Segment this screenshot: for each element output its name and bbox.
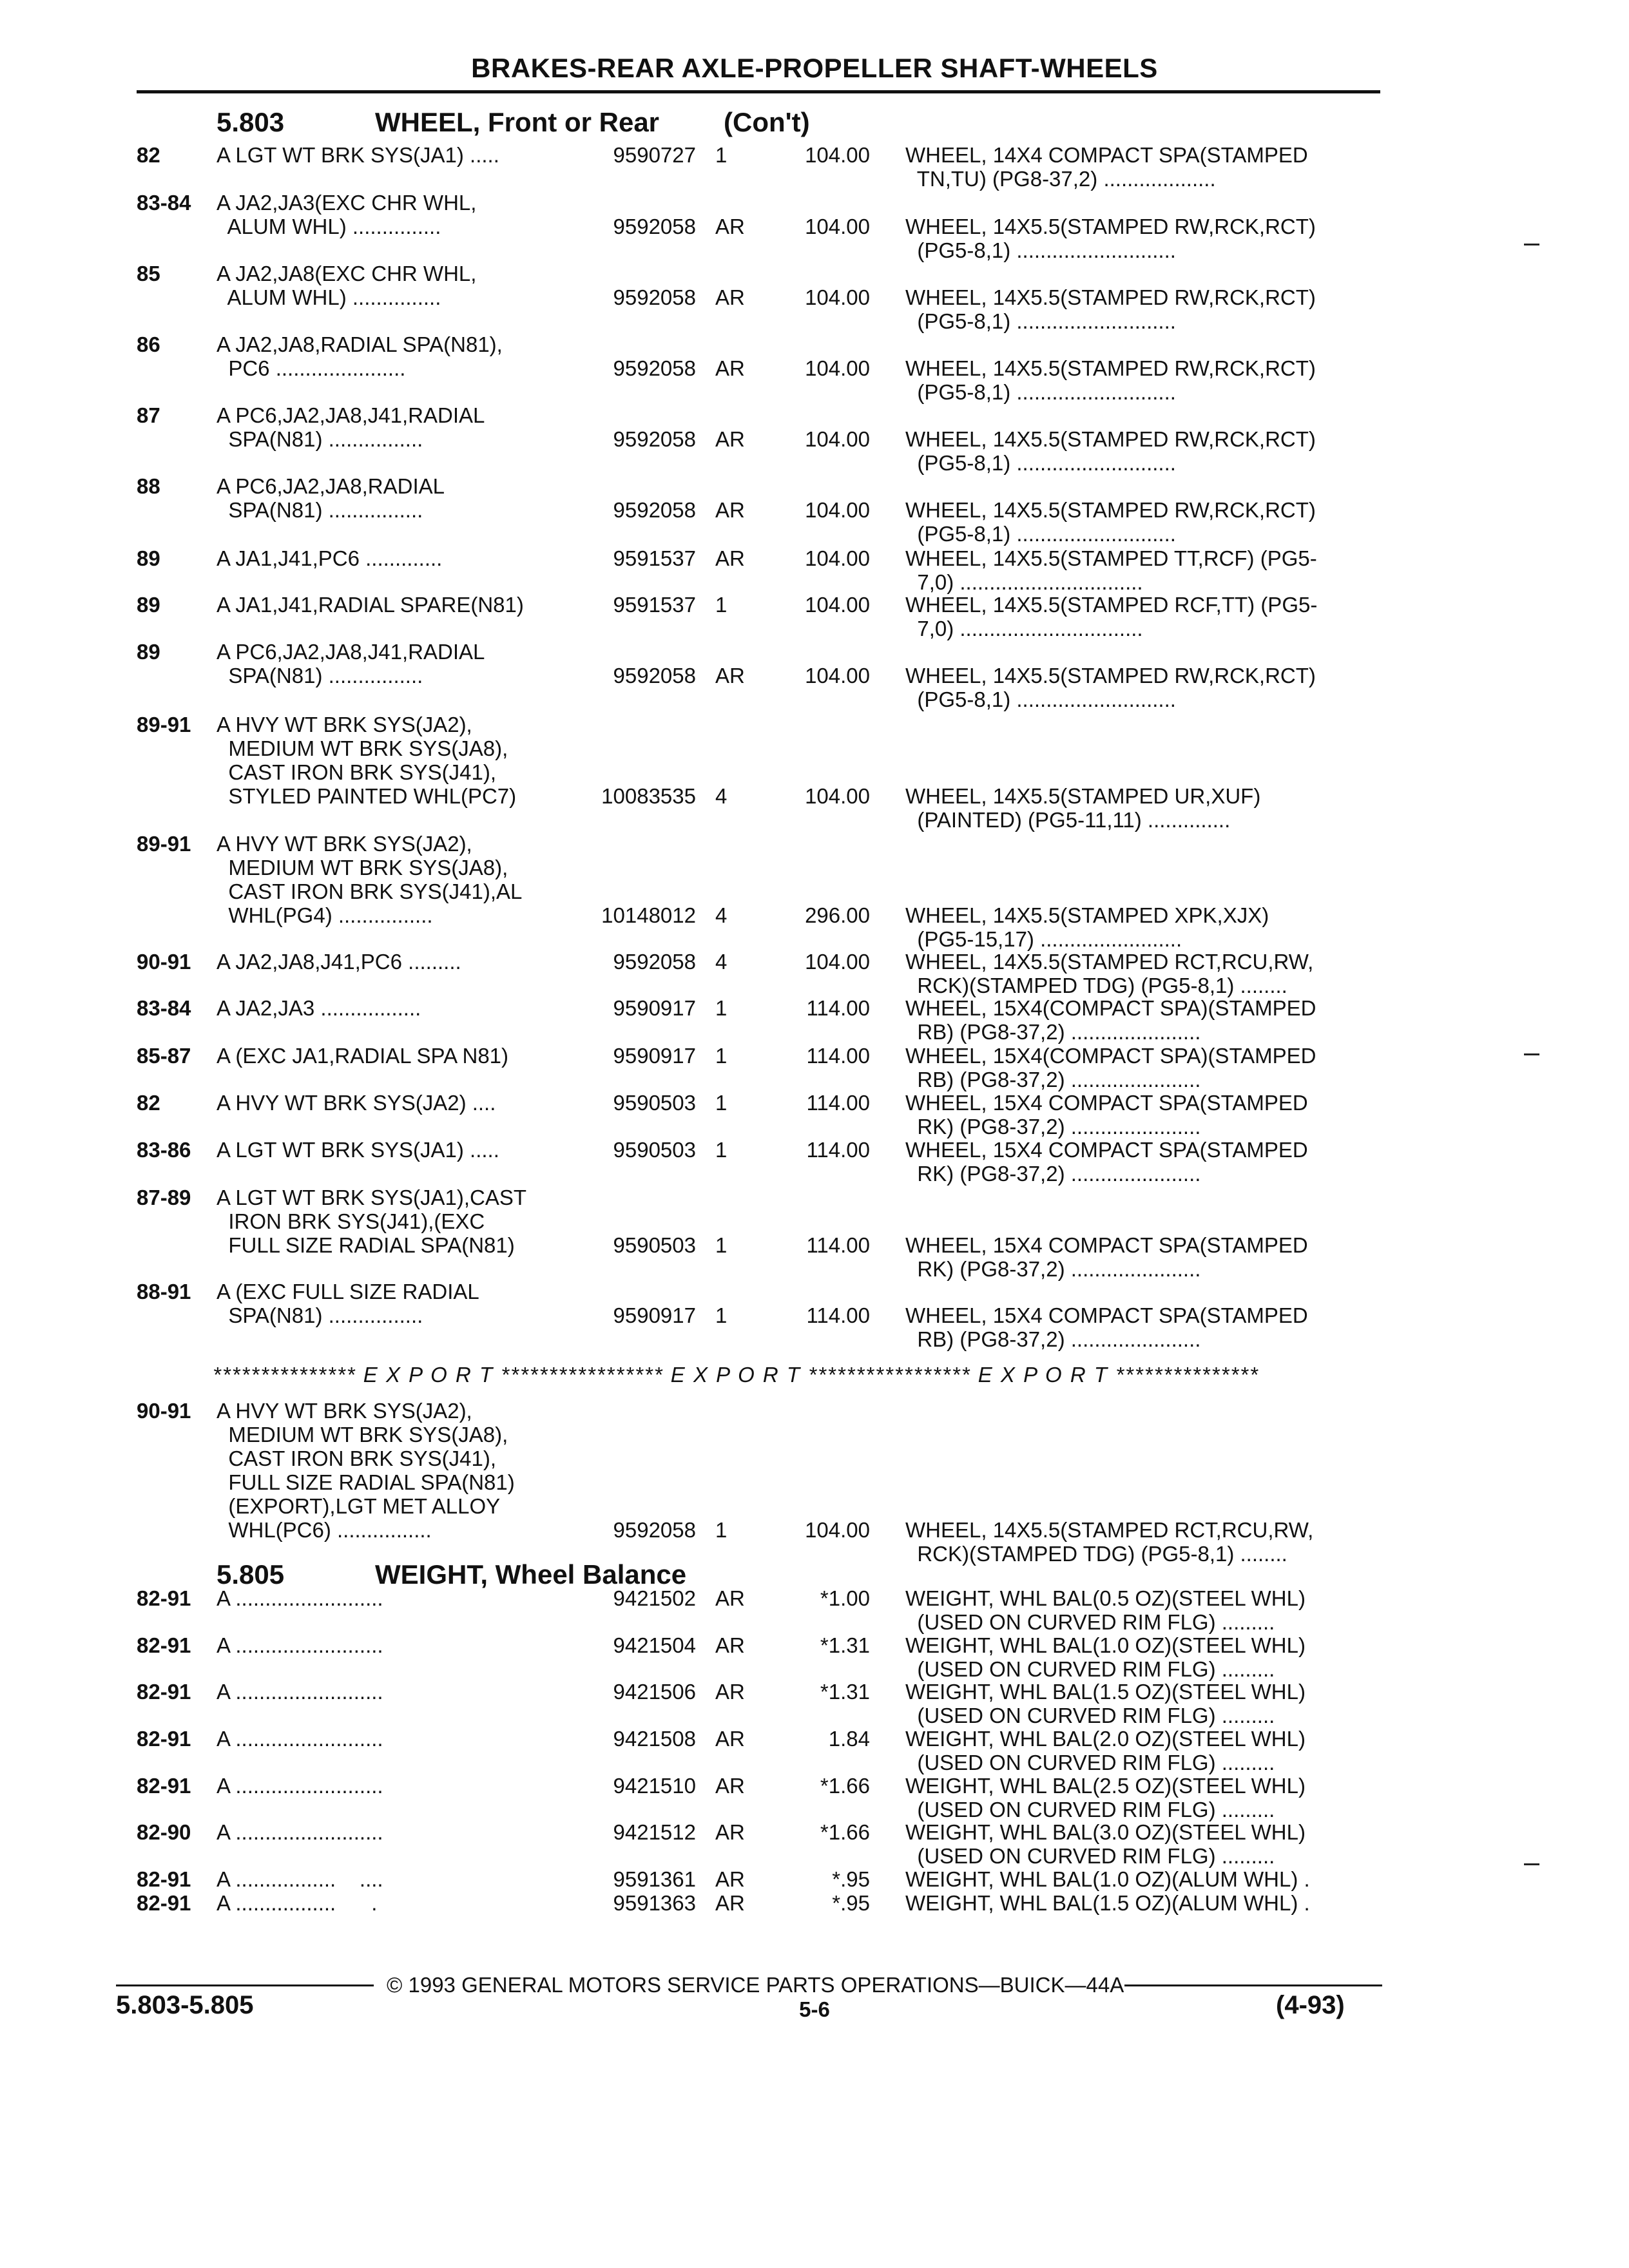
model-years: 86: [137, 332, 160, 356]
description-line: A HVY WT BRK SYS(JA2),: [217, 1399, 472, 1423]
part-number: 9590503: [613, 1233, 696, 1257]
price: *1.31: [820, 1633, 870, 1657]
quantity: AR: [715, 285, 745, 309]
section-suffix: (Con't): [724, 107, 810, 137]
quantity: AR: [715, 546, 745, 570]
part-number: 9421506: [613, 1680, 696, 1704]
model-years: 82-91: [137, 1680, 191, 1704]
part-number: 9591537: [613, 593, 696, 617]
description-line: A ................. .: [217, 1891, 378, 1915]
usage-description: [217, 1680, 383, 1704]
margin-mark: [1524, 1863, 1539, 1865]
part-name: [905, 1891, 1310, 1915]
usage-description: [217, 262, 476, 309]
price: 114.00: [806, 1044, 870, 1068]
price: 104.00: [805, 215, 870, 238]
part-number: 10148012: [601, 903, 696, 927]
part-name-line: 7,0) ...............................: [905, 570, 1143, 594]
part-name: [905, 1138, 1308, 1186]
usage-description: [217, 1586, 383, 1610]
part-number: 9590917: [613, 1044, 696, 1068]
part-name: [905, 1233, 1308, 1281]
model-years: 82-91: [137, 1633, 191, 1657]
description-line: A .........................: [217, 1633, 383, 1657]
model-years: 89: [137, 546, 160, 570]
quantity: AR: [715, 215, 745, 238]
model-years: 82-91: [137, 1774, 191, 1798]
section-number: 5.803: [217, 107, 285, 137]
model-years: 82-90: [137, 1820, 191, 1844]
part-name-line: WHEEL, 15X4 COMPACT SPA(STAMPED: [905, 1091, 1308, 1115]
price: 104.00: [805, 593, 870, 617]
part-name-line: WHEEL, 14X5.5(STAMPED TT,RCF) (PG5-: [905, 546, 1317, 570]
description-line: A HVY WT BRK SYS(JA2),: [217, 713, 472, 736]
part-number: 9421502: [613, 1586, 696, 1610]
part-name-line: RK) (PG8-37,2) ......................: [905, 1257, 1201, 1281]
part-name-line: WHEEL, 14X5.5(STAMPED RCT,RCU,RW,: [905, 1518, 1314, 1542]
description-line: A JA2,JA8,RADIAL SPA(N81),: [217, 332, 503, 356]
description-line: A LGT WT BRK SYS(JA1),CAST: [217, 1186, 527, 1209]
part-name: [905, 1303, 1308, 1351]
usage-description: [217, 546, 442, 570]
quantity: AR: [715, 1680, 745, 1704]
price: 104.00: [805, 546, 870, 570]
description-line: FULL SIZE RADIAL SPA(N81): [217, 1233, 515, 1257]
price: 104.00: [805, 664, 870, 687]
price: *1.66: [820, 1774, 870, 1798]
part-number: 9592058: [613, 950, 696, 974]
price: 104.00: [805, 356, 870, 380]
model-years: 82: [137, 143, 160, 167]
quantity: 1: [715, 1138, 728, 1162]
part-name-line: WEIGHT, WHL BAL(2.5 OZ)(STEEL WHL): [905, 1774, 1306, 1798]
usage-description: [217, 1091, 496, 1115]
model-years: 89: [137, 593, 160, 617]
section-title: WEIGHT, Wheel Balance: [375, 1559, 687, 1590]
price: *.95: [832, 1867, 870, 1891]
quantity: AR: [715, 1633, 745, 1657]
part-name: [905, 1518, 1313, 1566]
section-5805-heading: [217, 1559, 687, 1590]
usage-description: [217, 1186, 526, 1257]
model-years: 88: [137, 474, 160, 498]
description-line: MEDIUM WT BRK SYS(JA8),: [217, 736, 508, 760]
price: *1.31: [820, 1680, 870, 1704]
part-name: [905, 1774, 1306, 1821]
quantity: AR: [715, 498, 745, 522]
usage-description: [217, 1891, 377, 1915]
part-name-line: (PG5-8,1) ...........................: [905, 380, 1176, 404]
usage-description: [217, 1044, 508, 1068]
part-name-line: WEIGHT, WHL BAL(1.0 OZ)(ALUM WHL) .: [905, 1867, 1310, 1891]
quantity: AR: [715, 1774, 745, 1798]
part-number: 9421504: [613, 1633, 696, 1657]
part-number: 9591363: [613, 1891, 696, 1915]
part-name-line: WEIGHT, WHL BAL(1.0 OZ)(STEEL WHL): [905, 1633, 1306, 1657]
description-line: WHL(PC6) ................: [217, 1518, 432, 1542]
model-years: 82-91: [137, 1867, 191, 1891]
description-line: A .........................: [217, 1586, 383, 1610]
price: *1.66: [820, 1820, 870, 1844]
usage-description: [217, 403, 485, 451]
quantity: 1: [715, 996, 728, 1020]
part-name-line: WEIGHT, WHL BAL(0.5 OZ)(STEEL WHL): [905, 1586, 1306, 1610]
part-name-line: WEIGHT, WHL BAL(3.0 OZ)(STEEL WHL): [905, 1820, 1306, 1844]
usage-description: [217, 640, 485, 687]
price: 104.00: [805, 143, 870, 167]
price: 104.00: [805, 285, 870, 309]
description-line: A HVY WT BRK SYS(JA2),: [217, 832, 472, 856]
model-years: 82-91: [137, 1891, 191, 1915]
part-name-line: (USED ON CURVED RIM FLG) .........: [905, 1798, 1275, 1821]
footer-rule: [1124, 1984, 1382, 1986]
price: 114.00: [806, 996, 870, 1020]
part-name: [905, 1680, 1306, 1727]
usage-description: [217, 1399, 515, 1542]
part-name: [905, 498, 1316, 546]
model-years: 89: [137, 640, 160, 664]
part-name-line: (USED ON CURVED RIM FLG) .........: [905, 1704, 1275, 1727]
description-line: MEDIUM WT BRK SYS(JA8),: [217, 1423, 508, 1446]
part-number: 9421512: [613, 1820, 696, 1844]
export-divider: *************** E X P O R T ***************** E X P O R T ***************** E X P O R T ***************: [213, 1363, 1259, 1387]
description-line: A .........................: [217, 1680, 383, 1704]
part-name-line: (PG5-8,1) ...........................: [905, 451, 1176, 475]
quantity: AR: [715, 1727, 745, 1751]
part-name-line: RCK)(STAMPED TDG) (PG5-8,1) ........: [905, 974, 1287, 997]
quantity: 1: [715, 1233, 728, 1257]
part-name-line: WHEEL, 14X5.5(STAMPED RCT,RCU,RW,: [905, 950, 1314, 974]
part-name: [905, 546, 1317, 594]
part-name-line: RK) (PG8-37,2) ......................: [905, 1162, 1201, 1186]
model-years: 82-91: [137, 1727, 191, 1751]
description-line: SPA(N81) ................: [217, 664, 423, 687]
description-line: A (EXC FULL SIZE RADIAL: [217, 1280, 479, 1303]
part-number: 9590917: [613, 1303, 696, 1327]
footer-copyright: © 1993 GENERAL MOTORS SERVICE PARTS OPERATIONS—BUICK—44A: [387, 1973, 1124, 1997]
part-number: 9591361: [613, 1867, 696, 1891]
part-name: [905, 1867, 1310, 1891]
quantity: AR: [715, 1586, 745, 1610]
part-number: 9592058: [613, 215, 696, 238]
usage-description: [217, 191, 476, 238]
part-name-line: RK) (PG8-37,2) ......................: [905, 1115, 1201, 1139]
part-name: [905, 1727, 1306, 1774]
part-name: [905, 285, 1316, 333]
usage-description: [217, 713, 516, 808]
usage-description: [217, 1774, 383, 1798]
description-line: PC6 ......................: [217, 356, 406, 380]
price: 114.00: [806, 1233, 870, 1257]
part-name-line: WHEEL, 14X5.5(STAMPED RW,RCK,RCT): [905, 215, 1316, 238]
part-name: [905, 664, 1316, 711]
part-name-line: RB) (PG8-37,2) ......................: [905, 1068, 1201, 1091]
part-name: [905, 427, 1316, 475]
description-line: A PC6,JA2,JA8,RADIAL: [217, 474, 445, 498]
price: 114.00: [806, 1091, 870, 1115]
part-number: 9592058: [613, 498, 696, 522]
part-name-line: 7,0) ...............................: [905, 617, 1143, 640]
quantity: AR: [715, 1867, 745, 1891]
model-years: 88-91: [137, 1280, 191, 1303]
part-name: [905, 1633, 1306, 1681]
part-name-line: (USED ON CURVED RIM FLG) .........: [905, 1657, 1275, 1681]
description-line: CAST IRON BRK SYS(J41),: [217, 1446, 496, 1470]
header-rule: [137, 90, 1380, 93]
part-name-line: WEIGHT, WHL BAL(2.0 OZ)(STEEL WHL): [905, 1727, 1306, 1751]
price: 114.00: [806, 1303, 870, 1327]
part-name-line: WHEEL, 14X5.5(STAMPED RW,RCK,RCT): [905, 498, 1316, 522]
quantity: 4: [715, 903, 728, 927]
section-title: WHEEL, Front or Rear: [375, 107, 660, 137]
usage-description: [217, 950, 461, 974]
page-title: BRAKES-REAR AXLE-PROPELLER SHAFT-WHEELS: [471, 53, 1158, 83]
model-years: 82-91: [137, 1586, 191, 1610]
quantity: 1: [715, 1303, 728, 1327]
description-line: IRON BRK SYS(J41),(EXC: [217, 1209, 485, 1233]
model-years: 82: [137, 1091, 160, 1115]
part-number: 9592058: [613, 427, 696, 451]
quantity: 1: [715, 1091, 728, 1115]
description-line: WHL(PG4) ................: [217, 903, 433, 927]
description-line: A JA1,J41,RADIAL SPARE(N81): [217, 593, 524, 617]
description-line: A HVY WT BRK SYS(JA2) ....: [217, 1091, 496, 1115]
description-line: SPA(N81) ................: [217, 427, 423, 451]
part-name-line: WEIGHT, WHL BAL(1.5 OZ)(STEEL WHL): [905, 1680, 1306, 1704]
usage-description: [217, 1727, 383, 1751]
model-years: 89-91: [137, 832, 191, 856]
quantity: 4: [715, 950, 728, 974]
part-name: [905, 1044, 1316, 1091]
description-line: MEDIUM WT BRK SYS(JA8),: [217, 856, 508, 879]
footer-page-number: 5-6: [799, 1997, 830, 2021]
quantity: AR: [715, 427, 745, 451]
part-name: [905, 143, 1308, 191]
part-number: 9590917: [613, 996, 696, 1020]
part-name-line: WHEEL, 14X5.5(STAMPED XPK,XJX): [905, 903, 1269, 927]
part-name-line: (PG5-15,17) ........................: [905, 927, 1182, 951]
part-name-line: RB) (PG8-37,2) ......................: [905, 1327, 1201, 1351]
part-number: 10083535: [601, 784, 696, 808]
description-line: A JA2,JA3 .................: [217, 996, 421, 1020]
part-name: [905, 1586, 1306, 1634]
description-line: FULL SIZE RADIAL SPA(N81): [217, 1470, 515, 1494]
description-line: A LGT WT BRK SYS(JA1) .....: [217, 143, 499, 167]
part-name-line: WHEEL, 15X4 COMPACT SPA(STAMPED: [905, 1303, 1308, 1327]
part-name-line: (USED ON CURVED RIM FLG) .........: [905, 1610, 1275, 1634]
usage-description: [217, 474, 445, 522]
part-number: 9590727: [613, 143, 696, 167]
model-years: 83-84: [137, 996, 191, 1020]
part-name: [905, 996, 1316, 1044]
part-number: 9421508: [613, 1727, 696, 1751]
model-years: 89-91: [137, 713, 191, 736]
price: *1.00: [820, 1586, 870, 1610]
usage-description: [217, 1820, 383, 1844]
margin-mark: [1524, 1053, 1539, 1055]
part-number: 9592058: [613, 664, 696, 687]
price: 104.00: [805, 498, 870, 522]
part-number: 9590503: [613, 1091, 696, 1115]
part-name-line: WHEEL, 14X5.5(STAMPED RW,RCK,RCT): [905, 427, 1316, 451]
footer-date: (4-93): [1276, 1991, 1345, 2019]
part-name: [905, 215, 1316, 262]
part-name-line: WHEEL, 14X5.5(STAMPED UR,XUF): [905, 784, 1261, 808]
description-line: A (EXC JA1,RADIAL SPA N81): [217, 1044, 509, 1068]
description-line: SPA(N81) ................: [217, 498, 423, 522]
part-number: 9591537: [613, 546, 696, 570]
part-name-line: (PG5-8,1) ...........................: [905, 309, 1176, 333]
footer-section-range: 5.803-5.805: [116, 1991, 254, 2019]
part-name-line: WHEEL, 14X5.5(STAMPED RW,RCK,RCT): [905, 356, 1316, 380]
description-line: ALUM WHL) ...............: [217, 215, 441, 238]
quantity: AR: [715, 356, 745, 380]
part-name: [905, 356, 1316, 404]
part-name: [905, 593, 1317, 640]
model-years: 85-87: [137, 1044, 191, 1068]
usage-description: [217, 1867, 383, 1891]
usage-description: [217, 1633, 383, 1657]
usage-description: [217, 1280, 479, 1327]
part-name-line: (USED ON CURVED RIM FLG) .........: [905, 1751, 1275, 1774]
part-name-line: WHEEL, 15X4 COMPACT SPA(STAMPED: [905, 1233, 1308, 1257]
description-line: ALUM WHL) ...............: [217, 285, 441, 309]
quantity: 1: [715, 1044, 728, 1068]
part-name-line: WHEEL, 15X4(COMPACT SPA)(STAMPED: [905, 996, 1316, 1020]
part-name: [905, 903, 1269, 951]
quantity: 1: [715, 593, 728, 617]
part-name-line: WHEEL, 14X5.5(STAMPED RW,RCK,RCT): [905, 285, 1316, 309]
usage-description: [217, 332, 503, 380]
section-5803-heading: [217, 107, 810, 138]
price: 104.00: [805, 784, 870, 808]
part-name: [905, 1091, 1308, 1139]
description-line: A PC6,JA2,JA8,J41,RADIAL: [217, 640, 485, 664]
price: 104.00: [805, 1518, 870, 1542]
description-line: A JA1,J41,PC6 .............: [217, 546, 443, 570]
quantity: 1: [715, 1518, 728, 1542]
description-line: A JA2,JA8(EXC CHR WHL,: [217, 262, 477, 285]
part-number: 9592058: [613, 285, 696, 309]
quantity: AR: [715, 1891, 745, 1915]
part-number: 9590503: [613, 1138, 696, 1162]
footer-rule: [116, 1984, 374, 1986]
part-name-line: (PG5-8,1) ...........................: [905, 687, 1176, 711]
part-name-line: WEIGHT, WHL BAL(1.5 OZ)(ALUM WHL) .: [905, 1891, 1310, 1915]
part-number: 9421510: [613, 1774, 696, 1798]
margin-mark: [1524, 244, 1539, 245]
description-line: A LGT WT BRK SYS(JA1) .....: [217, 1138, 499, 1162]
price: *.95: [832, 1891, 870, 1915]
part-name-line: TN,TU) (PG8-37,2) ...................: [905, 167, 1216, 191]
description-line: A .........................: [217, 1820, 383, 1844]
part-name-line: RB) (PG8-37,2) ......................: [905, 1020, 1201, 1044]
usage-description: [217, 996, 421, 1020]
price: 104.00: [805, 427, 870, 451]
description-line: SPA(N81) ................: [217, 1303, 423, 1327]
model-years: 85: [137, 262, 160, 285]
part-name-line: WHEEL, 15X4 COMPACT SPA(STAMPED: [905, 1138, 1308, 1162]
description-line: A ................. ....: [217, 1867, 383, 1891]
price: 1.84: [828, 1727, 870, 1751]
model-years: 87-89: [137, 1186, 191, 1209]
model-years: 87: [137, 403, 160, 427]
description-line: CAST IRON BRK SYS(J41),: [217, 760, 496, 784]
part-number: 9592058: [613, 1518, 696, 1542]
part-name: [905, 784, 1260, 832]
usage-description: [217, 1138, 499, 1162]
part-name-line: WHEEL, 14X5.5(STAMPED RCF,TT) (PG5-: [905, 593, 1318, 617]
usage-description: [217, 593, 524, 617]
price: 104.00: [805, 950, 870, 974]
part-number: 9592058: [613, 356, 696, 380]
description-line: (EXPORT),LGT MET ALLOY: [217, 1494, 501, 1518]
description-line: A JA2,JA3(EXC CHR WHL,: [217, 191, 477, 215]
description-line: A JA2,JA8,J41,PC6 .........: [217, 950, 461, 974]
model-years: 90-91: [137, 1399, 191, 1423]
quantity: 1: [715, 143, 728, 167]
part-name-line: RCK)(STAMPED TDG) (PG5-8,1) ........: [905, 1542, 1287, 1566]
price: 114.00: [806, 1138, 870, 1162]
quantity: AR: [715, 1820, 745, 1844]
description-line: CAST IRON BRK SYS(J41),AL: [217, 879, 523, 903]
part-name-line: WHEEL, 15X4(COMPACT SPA)(STAMPED: [905, 1044, 1316, 1068]
quantity: AR: [715, 664, 745, 687]
model-years: 83-84: [137, 191, 191, 215]
description-line: A .........................: [217, 1774, 383, 1798]
part-name-line: (PG5-8,1) ...........................: [905, 238, 1176, 262]
section-number: 5.805: [217, 1559, 285, 1590]
description-line: STYLED PAINTED WHL(PC7): [217, 784, 517, 808]
part-name-line: (PAINTED) (PG5-11,11) ..............: [905, 808, 1231, 832]
description-line: A PC6,JA2,JA8,J41,RADIAL: [217, 403, 485, 427]
description-line: A .........................: [217, 1727, 383, 1751]
usage-description: [217, 143, 499, 167]
part-name-line: WHEEL, 14X5.5(STAMPED RW,RCK,RCT): [905, 664, 1316, 687]
usage-description: [217, 832, 522, 927]
part-name: [905, 950, 1313, 997]
part-name-line: (PG5-8,1) ...........................: [905, 522, 1176, 546]
part-name-line: WHEEL, 14X4 COMPACT SPA(STAMPED: [905, 143, 1308, 167]
model-years: 83-86: [137, 1138, 191, 1162]
part-name: [905, 1820, 1306, 1868]
quantity: 4: [715, 784, 728, 808]
model-years: 90-91: [137, 950, 191, 974]
price: 296.00: [805, 903, 870, 927]
part-name-line: (USED ON CURVED RIM FLG) .........: [905, 1844, 1275, 1868]
